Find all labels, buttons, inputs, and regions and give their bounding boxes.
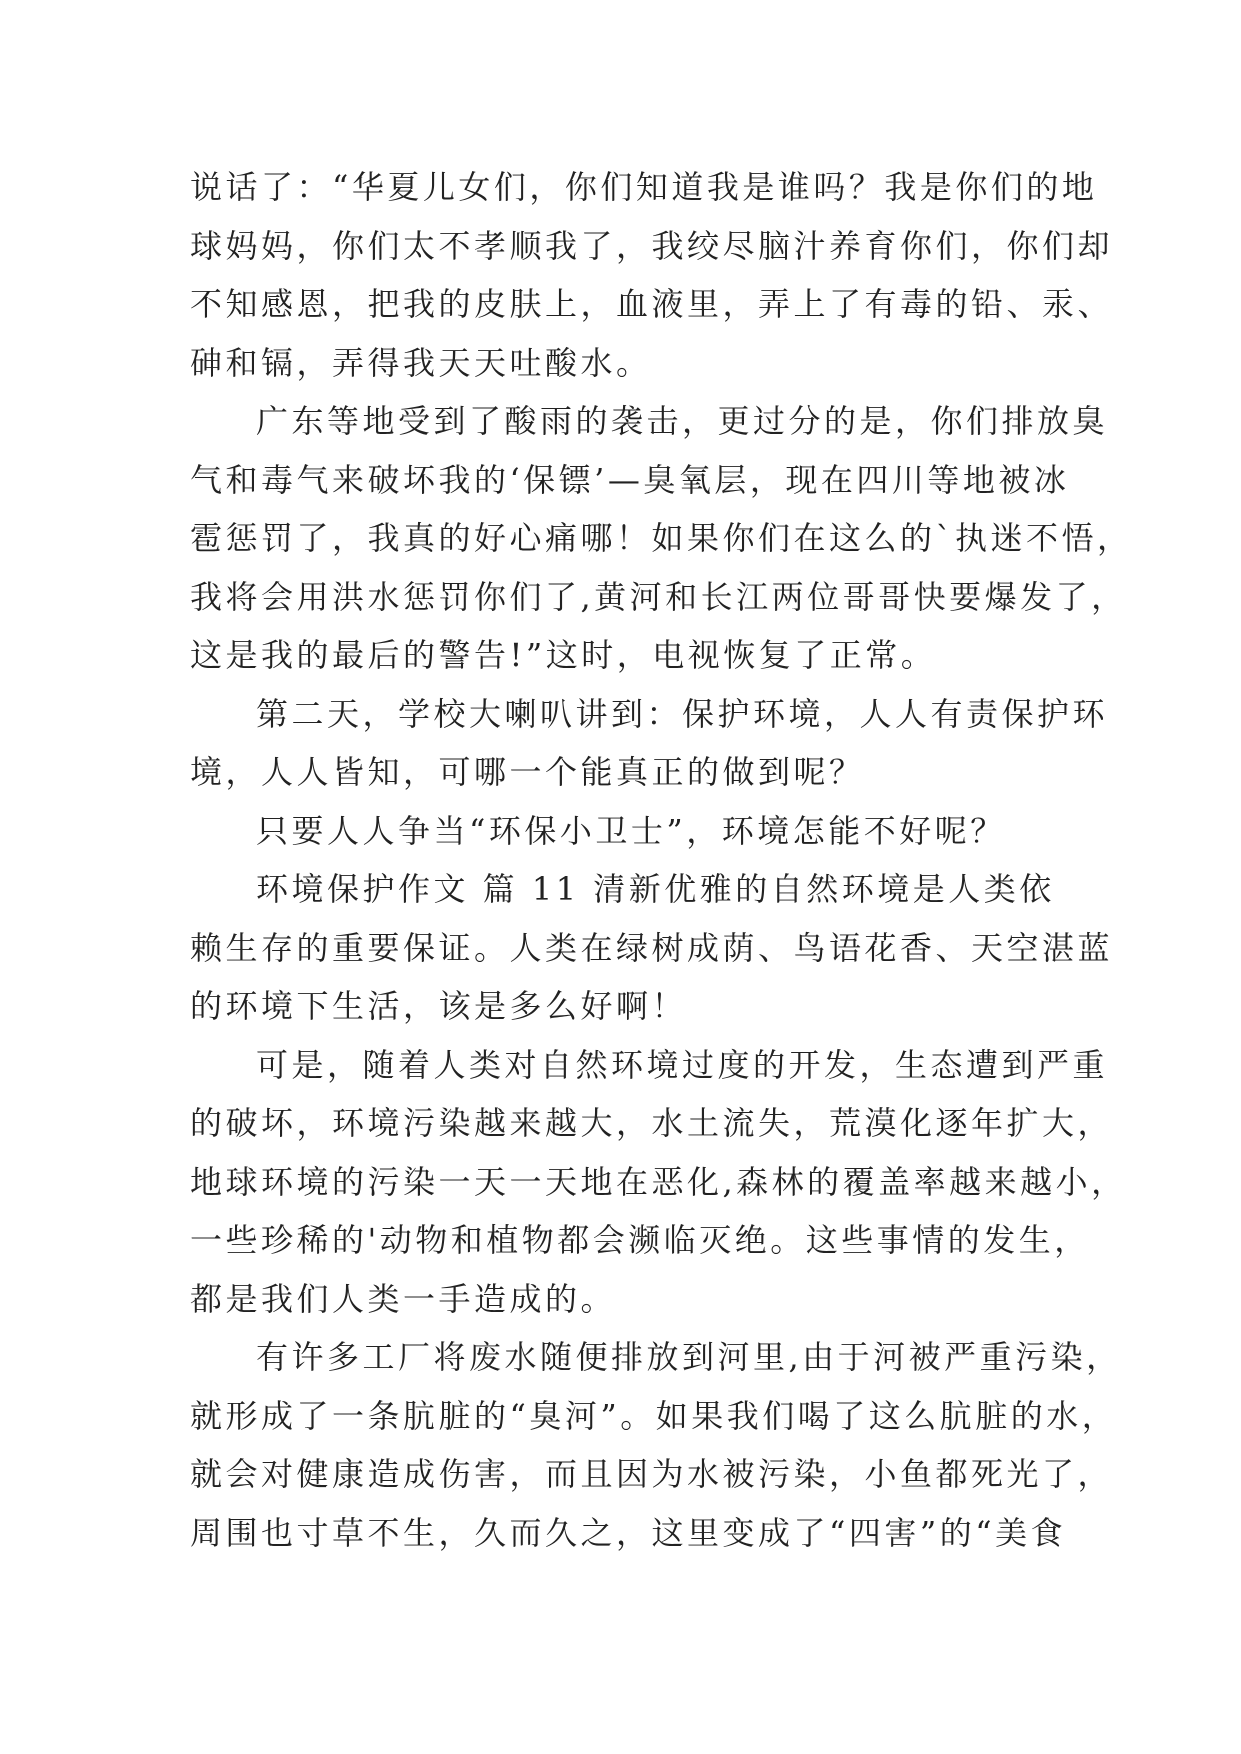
text-line: 就形成了一条肮脏的“臭河”。如果我们喝了这么肮脏的水， (190, 1396, 1118, 1435)
text-line: 球妈妈，你们太不孝顺我了，我绞尽脑汁养育你们，你们却 (190, 226, 1114, 265)
text-line: 说话了：“华夏儿女们，你们知道我是谁吗？我是你们的地 (190, 168, 1098, 206)
text-line: 境，人人皆知，可哪一个能真正的做到呢？ (190, 753, 865, 791)
text-line: 气和毒气来破坏我的‘保镖’—臭氧层，现在四川等地被冰 (190, 460, 1070, 499)
text-line: 我将会用洪水惩罚你们了,黄河和长江两位哥哥快要爆发了， (190, 577, 1127, 616)
text-line: 只要人人争当“环保小卫士”，环境怎能不好呢？ (256, 811, 1006, 850)
text-line: 广东等地受到了酸雨的袭击，更过分的是，你们排放臭 (256, 402, 1109, 440)
text-line: 地球环境的污染一天一天地在恶化,森林的覆盖率越来越小， (190, 1162, 1127, 1201)
text-line: 雹惩罚了，我真的好心痛哪！如果你们在这么的`执迷不悟， (190, 519, 1133, 557)
text-line: 一些珍稀的'动物和植物都会濒临灭绝。这些事情的发生， (190, 1221, 1090, 1259)
text-line: 的破坏，环境污染越来越大，水土流失，荒漠化逐年扩大， (190, 1104, 1114, 1142)
text-line: 的环境下生活，该是多么好啊！ (190, 987, 688, 1025)
text-line: 环境保护作文 篇 11 清新优雅的自然环境是人类依 (256, 870, 1055, 908)
text-line: 赖生存的重要保证。人类在绿树成荫、鸟语花香、天空湛蓝 (190, 928, 1114, 967)
text-line: 砷和镉，弄得我天天吐酸水。 (190, 343, 652, 382)
essay-body (190, 158, 1133, 1562)
text-line: 可是，随着人类对自然环境过度的开发，生态遭到严重 (256, 1045, 1109, 1084)
text-line: 都是我们人类一手造成的。 (190, 1279, 617, 1318)
text-line: 第二天，学校大喇叭讲到：保护环境，人人有责保护环 (256, 694, 1109, 733)
text-line: 就会对健康造成伤害，而且因为水被污染，小鱼都死光了， (190, 1455, 1114, 1493)
text-line: 这是我的最后的警告!”这时，电视恢复了正常。 (190, 636, 937, 674)
text-line: 周围也寸草不生，久而久之，这里变成了“四害”的“美食 (190, 1513, 1067, 1552)
text-line: 有许多工厂将废水随便排放到河里,由于河被严重污染， (256, 1338, 1122, 1376)
text-line: 不知感恩，把我的皮肤上，血液里，弄上了有毒的铅、汞、 (190, 285, 1114, 323)
